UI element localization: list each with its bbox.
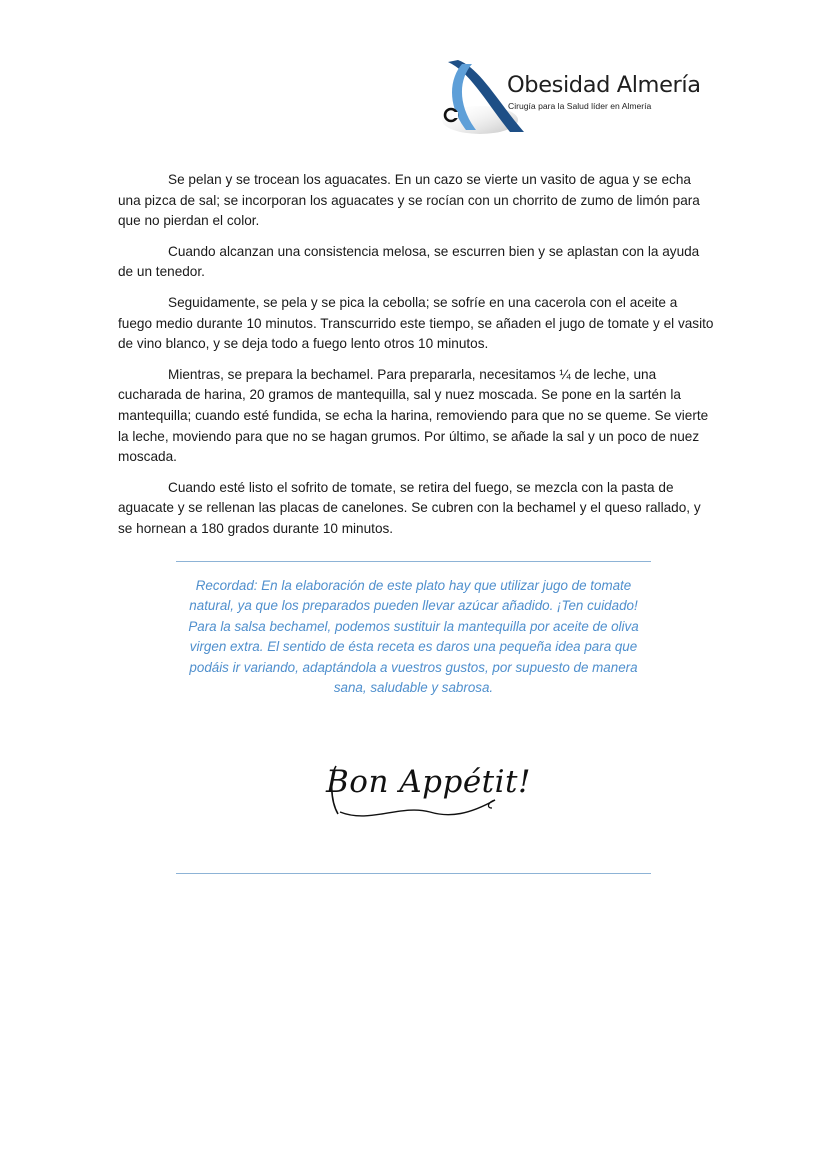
- signoff: [310, 752, 531, 832]
- paragraph: Cuando esté listo el sofrito de tomate, se retira del fuego, se mezcla con la pasta de aguacate y se rellenan las placas de canelones. Se cubren con la bechamel y el queso rallado, y se hornean a 180 grados durante 10 minutos.: [118, 479, 701, 536]
- paragraph: Cuando alcanzan una consistencia melosa, se escurren bien y se aplastan con la ayuda de un tenedor.: [118, 243, 700, 280]
- divider-bottom: [176, 873, 651, 874]
- paragraph: Mientras, se prepara la bechamel. Para prepararla, necesitamos ¼ de leche, una cucharada de harina, 20 gramos de mantequilla, sal y nuez moscada. Se pone en la sartén la mantequilla; cuando esté fundida, se echa la harina, removiendo para que no se queme. Se vierte la leche, moviendo para que no se hagan grumos. Por último, se añade la sal y un poco de nuez moscada.: [118, 366, 709, 465]
- recipe-steps: [118, 170, 714, 550]
- divider-top: [176, 561, 651, 562]
- paragraph: Seguidamente, se pela y se pica la cebolla; se sofríe en una cacerola con el aceite a fuego medio durante 10 minutos. Transcurrido este tiempo, se añaden el jugo de tomate y el vasito de vino blanco, y se deja todo a fuego lento otros 10 minutos.: [118, 294, 714, 352]
- paragraph: Se pelan y se trocean los aguacates. En un cazo se vierte un vasito de agua y se echa una pizca de sal; se incorporan los aguacates y se rocían con un chorrito de zumo de limón para que no pierdan el color.: [118, 172, 700, 229]
- signoff-text: Bon Appétit!: [326, 764, 531, 800]
- logo-title: Obesidad Almería: [507, 72, 701, 98]
- tip-note: Recordad: En la elaboración de este plato hay que utilizar jugo de tomate natural, ya que los preparados pueden llevar azúcar añadido. ¡Ten cuidado! Para la salsa bechamel, podemos sustituir la mantequilla por aceite de oliva virgen extra. El sentido de ésta receta es daros una pequeña idea para que podáis ir variando, adaptándola a vuestros gustos, por supuesto de manera sana, saludable y sabrosa.: [188, 578, 639, 696]
- logo: [440, 58, 710, 138]
- logo-subtitle: Cirugía para la Salud líder en Almería: [508, 101, 652, 111]
- logo-mark-icon: [440, 58, 540, 138]
